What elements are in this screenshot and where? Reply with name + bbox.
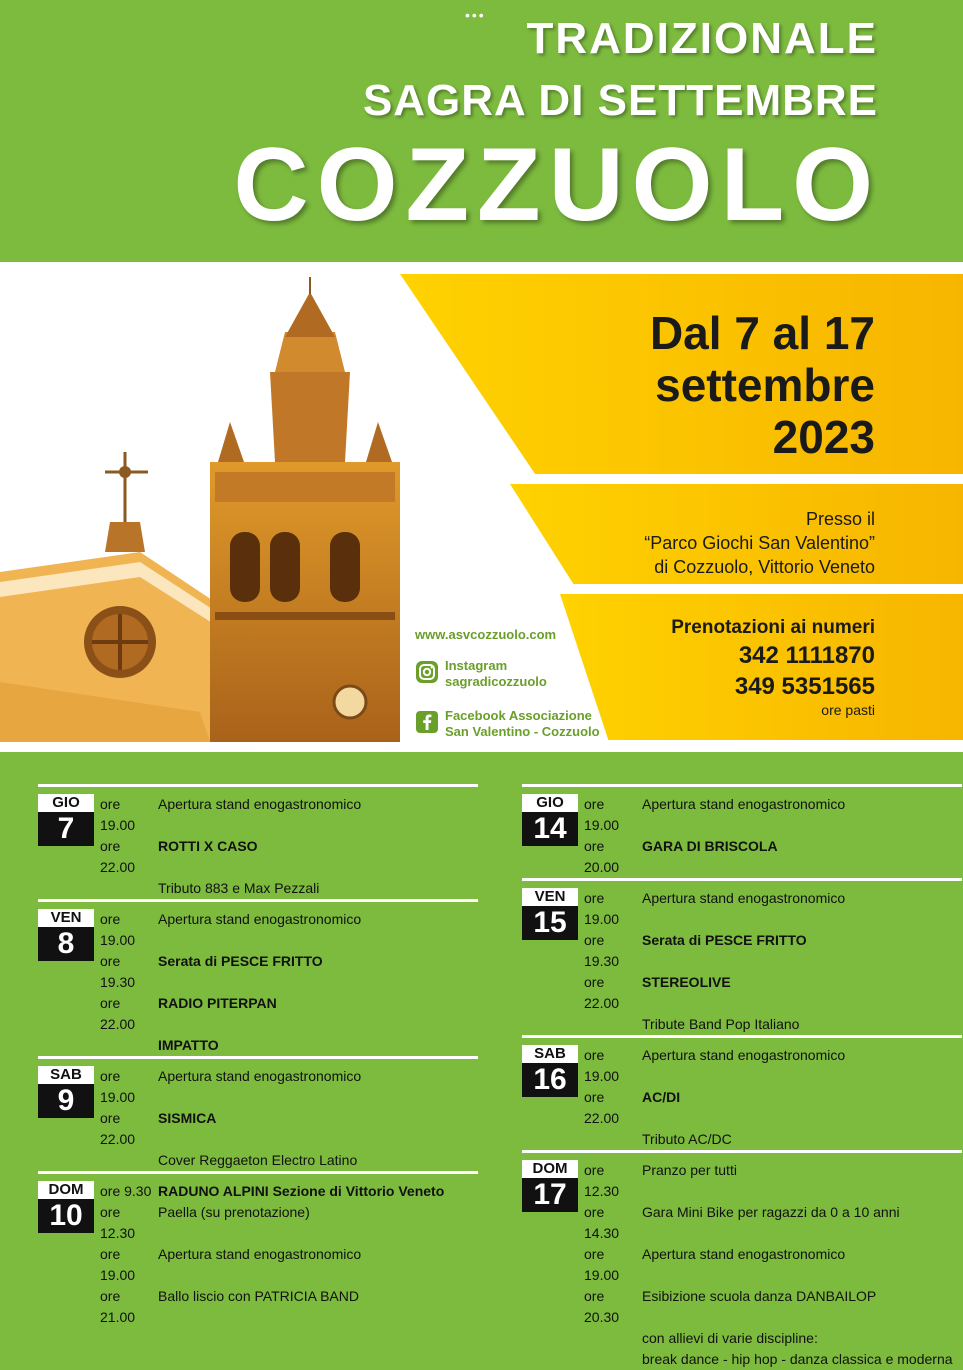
church-tower-illustration	[0, 272, 410, 742]
program-column-left	[38, 784, 478, 1328]
day-number: 7	[57, 812, 75, 845]
schedule-time: ore 12.30	[100, 1204, 136, 1241]
schedule-time: ore 22.00	[584, 974, 620, 1011]
schedule-row	[100, 1181, 478, 1202]
title-tradizionale: TRADIZIONALE	[526, 14, 878, 63]
day-number: 9	[57, 1084, 75, 1117]
schedule-time: ore 19.00	[100, 1246, 136, 1283]
poster-header	[0, 0, 963, 262]
day-schedule	[584, 888, 962, 1035]
day-badge	[38, 1181, 94, 1233]
phone-number-2[interactable]: 349 5351565	[734, 673, 875, 700]
schedule-time: ore 9.30	[100, 1183, 152, 1199]
schedule-row	[100, 878, 478, 899]
date-line-2: settembre	[655, 359, 875, 411]
program-day	[38, 1171, 478, 1328]
program-day	[38, 899, 478, 1056]
schedule-time: ore 19.00	[100, 796, 136, 833]
day-badge	[522, 1160, 578, 1212]
schedule-time	[584, 1349, 642, 1370]
day-number: 8	[57, 927, 75, 960]
schedule-event: Esibizione scuola danza DANBAILOP	[642, 1288, 877, 1304]
schedule-time	[584, 1328, 642, 1349]
schedule-event: Apertura stand enogastronomico	[158, 1068, 362, 1084]
venue-line-3: di Cozzuolo, Vittorio Veneto	[654, 557, 875, 577]
program-day	[38, 784, 478, 899]
schedule-event: Apertura stand enogastronomico	[158, 1246, 362, 1262]
day-name: GIO	[522, 794, 578, 812]
schedule-time: ore 20.00	[584, 838, 620, 875]
day-badge	[522, 1045, 578, 1097]
schedule-event: Apertura stand enogastronomico	[642, 1246, 846, 1262]
schedule-time: ore 19.00	[584, 1246, 620, 1283]
day-name: DOM	[38, 1181, 94, 1199]
schedule-time: ore 22.00	[100, 838, 136, 875]
schedule-row	[100, 1244, 478, 1286]
day-number: 17	[533, 1178, 567, 1211]
day-schedule	[584, 1160, 962, 1370]
day-schedule	[584, 1045, 962, 1150]
venue-line-2: “Parco Giochi San Valentino”	[644, 533, 875, 553]
schedule-event: Tributo AC/DC	[642, 1131, 732, 1147]
schedule-event: Ballo liscio con PATRICIA BAND	[158, 1288, 359, 1304]
schedule-row	[584, 972, 962, 1014]
day-schedule	[584, 794, 962, 878]
schedule-row	[584, 930, 962, 972]
day-schedule	[100, 1181, 478, 1328]
schedule-row	[100, 836, 478, 878]
schedule-row	[100, 1286, 478, 1328]
date-line-3: 2023	[772, 411, 875, 463]
title-sagra: SAGRA DI SETTEMBRE	[362, 76, 878, 125]
schedule-event: Apertura stand enogastronomico	[158, 796, 362, 812]
instagram-label: Instagram	[445, 658, 508, 673]
schedule-row	[584, 1286, 962, 1328]
program-day	[522, 784, 962, 878]
venue-info	[644, 507, 875, 579]
day-name: SAB	[38, 1066, 94, 1084]
schedule-row	[100, 1108, 478, 1150]
schedule-event: RADUNO ALPINI Sezione di Vittorio Veneto	[158, 1183, 445, 1199]
facebook-label: Facebook Associazione	[445, 708, 592, 723]
schedule-row	[584, 1014, 962, 1035]
day-schedule	[100, 1066, 478, 1171]
day-number: 16	[533, 1063, 567, 1096]
schedule-row	[584, 794, 962, 836]
schedule-event: ROTTI X CASO	[158, 838, 258, 854]
program-day	[522, 878, 962, 1035]
schedule-event: Tributo 883 e Max Pezzali	[158, 880, 320, 896]
schedule-event: AC/DI	[642, 1089, 681, 1105]
schedule-event: Serata di PESCE FRITTO	[158, 953, 323, 969]
booking-note: ore pasti	[821, 702, 875, 718]
schedule-event: Apertura stand enogastronomico	[642, 796, 846, 812]
schedule-time: ore 19.00	[100, 911, 136, 948]
day-name: VEN	[522, 888, 578, 906]
schedule-event: Gara Mini Bike per ragazzi da 0 a 10 anni	[642, 1204, 900, 1220]
schedule-row	[584, 1244, 962, 1286]
schedule-time: ore 19.00	[100, 1068, 136, 1105]
schedule-row	[584, 888, 962, 930]
schedule-event: STEREOLIVE	[642, 974, 731, 990]
schedule-row	[584, 1087, 962, 1129]
schedule-time	[100, 878, 158, 899]
day-name: SAB	[522, 1045, 578, 1063]
schedule-time: ore 19.00	[584, 1047, 620, 1084]
venue-line-1: Presso il	[805, 509, 875, 529]
day-badge	[38, 794, 94, 846]
date-line-1: Dal 7 al 17	[649, 307, 875, 359]
day-schedule	[100, 794, 478, 899]
day-badge	[522, 794, 578, 846]
schedule-time: ore 21.00	[100, 1288, 136, 1325]
schedule-event: Pranzo per tutti	[642, 1162, 737, 1178]
schedule-row	[100, 909, 478, 951]
schedule-time: ore 12.30	[584, 1162, 620, 1199]
phone-number-1[interactable]: 342 1111870	[738, 642, 875, 669]
schedule-row	[584, 1129, 962, 1150]
day-number: 10	[49, 1199, 83, 1232]
schedule-row	[100, 951, 478, 993]
booking-info	[671, 617, 875, 718]
schedule-row	[100, 993, 478, 1035]
schedule-time: ore 19.00	[584, 796, 620, 833]
program-day	[522, 1035, 962, 1150]
info-band	[0, 262, 963, 752]
instagram-handle: sagradicozzuolo	[445, 674, 547, 689]
schedule-event: GARA DI BRISCOLA	[642, 838, 778, 854]
title-cozzuolo: COZZUOLO	[233, 127, 881, 243]
schedule-row	[584, 1349, 962, 1370]
schedule-event: Cover Reggaeton Electro Latino	[158, 1152, 358, 1168]
schedule-row	[584, 1045, 962, 1087]
day-schedule	[100, 909, 478, 1056]
schedule-event: Paella (su prenotazione)	[158, 1204, 310, 1220]
program-day	[38, 1056, 478, 1171]
day-name: GIO	[38, 794, 94, 812]
schedule-row	[100, 1150, 478, 1171]
schedule-event: SISMICA	[158, 1110, 217, 1126]
booking-title: Prenotazioni ai numeri	[671, 617, 875, 638]
schedule-event: Serata di PESCE FRITTO	[642, 932, 807, 948]
schedule-time: ore 19.00	[584, 890, 620, 927]
schedule-time: ore 20.30	[584, 1288, 620, 1325]
schedule-row	[584, 1328, 962, 1349]
schedule-time	[584, 1129, 642, 1150]
schedule-row	[100, 794, 478, 836]
schedule-event: RADIO PITERPAN	[158, 995, 277, 1011]
schedule-time	[100, 1150, 158, 1171]
schedule-time: ore 14.30	[584, 1204, 620, 1241]
schedule-event: Apertura stand enogastronomico	[158, 911, 362, 927]
schedule-time: ore 19.30	[584, 932, 620, 969]
schedule-time	[584, 1014, 642, 1035]
schedule-event: con allievi di varie discipline:	[642, 1330, 818, 1346]
schedule-time: ore 22.00	[584, 1089, 620, 1126]
schedule-row	[100, 1202, 478, 1244]
schedule-time: ore 19.30	[100, 953, 136, 990]
program-day	[522, 1150, 962, 1370]
schedule-event: Apertura stand enogastronomico	[642, 1047, 846, 1063]
day-badge	[522, 888, 578, 940]
schedule-row	[584, 1160, 962, 1202]
schedule-event: IMPATTO	[158, 1037, 219, 1053]
schedule-time	[100, 1035, 158, 1056]
facebook-icon	[415, 710, 439, 734]
schedule-time: ore 22.00	[100, 1110, 136, 1147]
website-link[interactable]: www.asvcozzuolo.com	[415, 627, 557, 642]
decorative-dots: •••	[465, 7, 486, 23]
schedule-row	[100, 1035, 478, 1056]
day-number: 14	[533, 812, 567, 845]
schedule-event: break dance - hip hop - danza classica e moderna	[642, 1351, 953, 1367]
day-name: VEN	[38, 909, 94, 927]
schedule-time: ore 22.00	[100, 995, 136, 1032]
schedule-event: Tribute Band Pop Italiano	[642, 1016, 800, 1032]
day-badge	[38, 1066, 94, 1118]
facebook-name: San Valentino - Cozzuolo	[445, 724, 600, 739]
event-dates	[650, 307, 875, 463]
day-number: 15	[533, 906, 567, 939]
day-badge	[38, 909, 94, 961]
schedule-row	[584, 836, 962, 878]
schedule-row	[100, 1066, 478, 1108]
instagram-icon	[415, 660, 439, 684]
day-name: DOM	[522, 1160, 578, 1178]
schedule-event: Apertura stand enogastronomico	[642, 890, 846, 906]
schedule-row	[584, 1202, 962, 1244]
program-column-right	[522, 784, 962, 1370]
